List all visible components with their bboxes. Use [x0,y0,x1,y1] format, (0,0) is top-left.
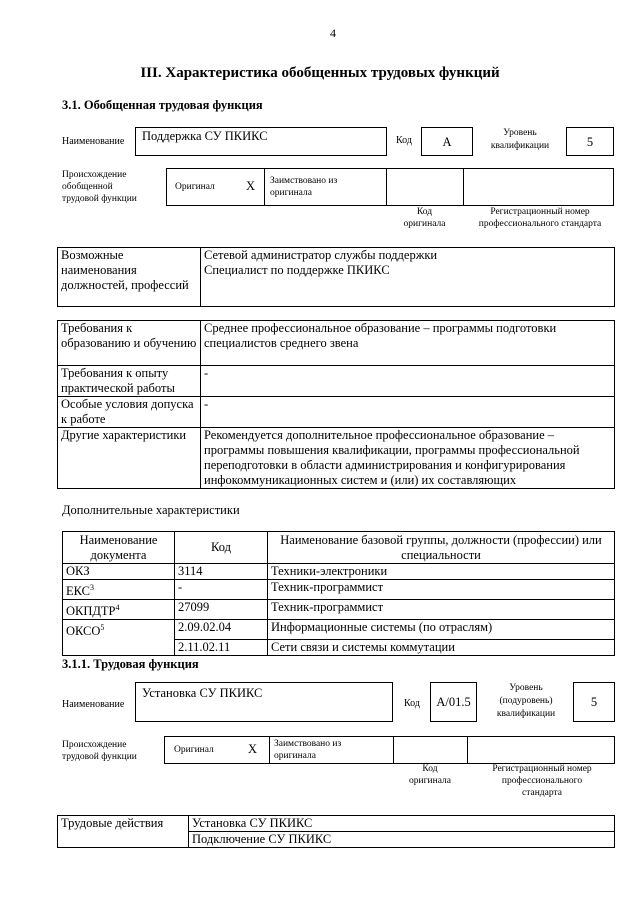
gtf-borrowed-2: оригинала [270,188,312,198]
gtf-reg-1: Регистрационный номер [490,207,590,217]
gtf-code-label: Код [396,135,412,146]
gtf-origin-label-2: обобщенной [62,182,113,192]
gtf-code-value: А [442,135,452,149]
tf-level-label-2: (подуровень) [499,696,553,706]
additional-table [62,531,615,656]
tf-origin-table [164,736,615,764]
position-item: Специалист по поддержке ПКИКС [204,263,390,277]
tf-code-box [430,682,477,722]
table-row: ЕКС$^3$ - Техник-программист [63,580,615,600]
req-other-label: Другие характеристики [58,428,201,489]
actions-table [57,815,615,848]
gtf-borrowed-1: Заимствовано из [270,176,338,186]
tf-name-box [135,682,393,722]
gtf-code-orig-1: Код [416,207,433,217]
table-row: ОКСО$^5$ 2.09.02.04 Информационные системы (по отраслям) [63,620,615,640]
tf-borrowed-2: оригинала [274,751,316,761]
list-item: Установка СУ ПКИКС [189,816,615,832]
tf-origin-label-1: Происхождение [62,740,127,750]
req-experience-label: Требования к опыту практической работы [58,366,201,397]
table-row: ОКЗ 3114 Техники-электроники [63,564,615,580]
tf-level-value: 5 [590,695,598,709]
gtf-original-label: Оригинал [175,182,215,192]
requirements-table [57,320,615,489]
positions-label: Возможные наименования должностей, профессий [58,248,201,307]
additional-title: Дополнительные характеристики [62,503,240,517]
req-conditions-label: Особые условия допуска к работе [58,397,201,428]
gtf-origin-table [166,168,614,206]
addl-header-code: Код [175,532,268,564]
gtf-level-box [566,127,614,156]
actions-label: Трудовые действия [58,816,189,832]
table-row: 2.11.02.11 Сети связи и системы коммутации [63,639,615,655]
tf-origin-label-2: трудовой функции [62,752,137,762]
addl-header-doc: Наименование документа [63,532,175,564]
tf-code-orig-1: Код [422,764,438,774]
gtf-name-value: Поддержка СУ ПКИКС [142,129,268,143]
tf-level-label-3: квалификации [496,709,556,719]
tf-code-label: Код [404,698,420,709]
positions-table [57,247,615,307]
gtf-original-mark: X [246,179,256,193]
tf-reg-1: Регистрационный номер [492,764,592,774]
tf-name-value: Установка СУ ПКИКС [142,686,263,700]
tf-code-orig-2: оригинала [409,776,451,786]
tf-heading: 3.1.1. Трудовая функция [62,657,199,671]
req-education-value: Среднее профессиональное образование – программы подготовки специалистов среднего звена [201,321,615,366]
page-number: 4 [330,26,336,40]
gtf-code-box [421,127,473,156]
gtf-name-box [135,127,387,156]
req-experience-value: - [201,366,615,397]
tf-code-value: А/01.5 [436,695,471,709]
tf-original-label: Оригинал [174,745,214,755]
tf-level-box [573,682,615,722]
req-other-value: Рекомендуется дополнительное профессиональное образование – программы повышения квалификации, программы профессиональной переподготовки в области администрирования и конфигурирования инфокоммуникационных систем и (или) их составляющих [201,428,615,489]
list-item: Подключение СУ ПКИКС [189,832,615,848]
req-education-label: Требования к образованию и обучению [58,321,201,366]
gtf-heading: 3.1. Обобщенная трудовая функция [62,98,263,112]
tf-reg-2: профессионального [501,776,583,786]
tf-name-label: Наименование [62,699,125,710]
tf-original-mark: X [248,742,258,756]
tf-borrowed-1: Заимствовано из [274,739,342,749]
req-conditions-value: - [201,397,615,428]
gtf-level-value: 5 [586,135,594,149]
gtf-level-label-2: квалификации [490,141,550,151]
positions-values [201,248,615,307]
addl-header-name: Наименование базовой группы, должности (профессии) или специальности [268,532,615,564]
section-title: III. Характеристика обобщенных трудовых функций [140,65,500,81]
tf-level-label-1: Уровень [509,683,543,693]
gtf-origin-label-3: трудовой функции [62,194,137,204]
gtf-name-label: Наименование [62,136,125,147]
table-row: ОКПДТР$^4$ 27099 Техник-программист [63,600,615,620]
tf-reg-3: стандарта [522,788,562,798]
gtf-reg-2: профессионального стандарта [478,219,602,229]
gtf-level-label-1: Уровень [503,128,537,138]
gtf-origin-label-1: Происхождение [62,170,127,180]
position-item: Сетевой администратор службы поддержки [204,248,438,262]
gtf-code-orig-2: оригинала [403,219,446,229]
